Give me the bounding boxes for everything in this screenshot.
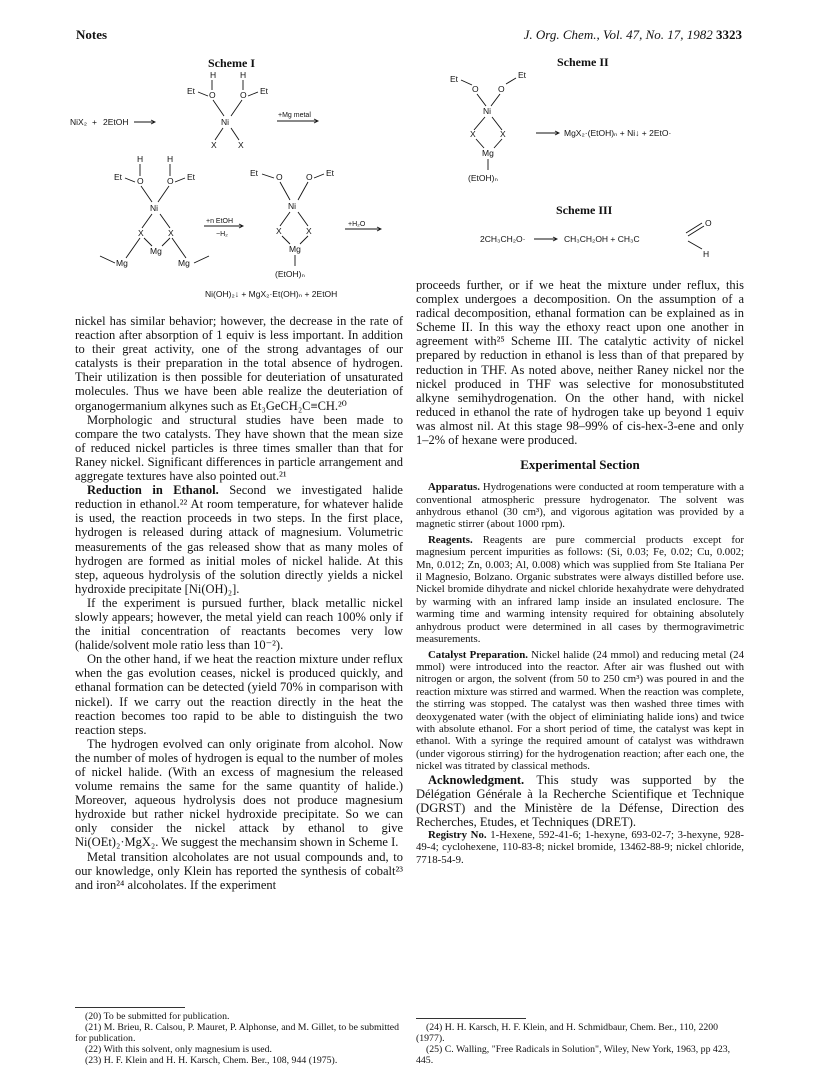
bond xyxy=(476,139,484,148)
ethyl-group: Et xyxy=(114,172,123,182)
minus-h2-label: −H₂ xyxy=(216,231,228,238)
bond xyxy=(506,78,516,84)
bond xyxy=(262,174,274,178)
paragraph: The hydrogen evolved can only originate from alcohol. Now the number of moles of hydrogen is equal to the number of moles of nickel halide. (With an excess of magnesium the released volume remains the same for the same quantity of halide.) Moreover, aqueous hydrolysis does not produce magnesium hydroxide but rather nickel hydroxide precipitate. So we can only consider the nickel attack by ethanol to give Ni(OEt)₂·MgX₂. We suggest the mechansim shown in Scheme I. xyxy=(75,736,403,850)
atom-h: H xyxy=(210,70,217,80)
nix2-label: NiX₂ xyxy=(70,117,87,127)
atom-o: O xyxy=(167,176,174,186)
atom-o: O xyxy=(137,176,144,186)
n-etoh-label: +n EtOH xyxy=(206,218,234,225)
bond xyxy=(300,236,308,244)
paragraph-text: Reagents are pure commercial products except for magnesium percent impurities as follows: (Si, 0.03; Fe, 0.02; Cu, 0.002; Mn, 0.012; Zn, 0.003; Al, 0.008) which was supplied from Ste Italiana Per il Magnesio, Bolzano. Organic substrates were always distilled before use. Nickel bromide dihydrate and nickel chloride hexahydrate were dehydrated by warming with an infrared lamp inside an insulated enclosure. The warming time and warming intensity required for obtaining absolutely anhydrous product were determined in all cases by thermogravimetric measurements. xyxy=(416,533,744,646)
atom-o: O xyxy=(306,172,313,182)
footnote: (23) H. F. Klein and H. H. Karsch, Chem. Ber., 108, 944 (1975). xyxy=(85,1055,338,1066)
paragraph-text: Second we investigated halide reduction in ethanol.²² At room temperature, for whatever halide is used, the reaction proceeds in two steps. In the first place, hydrogen is released during attack of magnesium. Volumetric measurements of the gas released show that as many moles of hydrogen are formed as initial moles of nickel halide. At this step, aqueous hydrolysis of the solution directly yields a nickel hydroxide precipitate [Ni(OH)₂]. xyxy=(75,483,403,596)
bond xyxy=(142,214,152,228)
atom-o: O xyxy=(276,172,283,182)
atom-ni: Ni xyxy=(288,201,297,211)
atom-h: H xyxy=(240,70,247,80)
atom-x: X xyxy=(276,226,282,236)
scheme-2-diagram xyxy=(440,66,780,186)
right-column xyxy=(416,278,744,866)
bond xyxy=(144,238,152,246)
footnotes-right xyxy=(416,1022,744,1066)
bond xyxy=(194,256,209,263)
paragraph-text: 1-Hexene, 592-41-6; 1-hexyne, 693-02-7; 3-hexyne, 928-49-4; cyclohexene, 110-83-8; nickel bromide, 13462-88-9; nickel chloride, 7718-54-9. xyxy=(416,828,744,866)
scheme-3-products: CH₃CH₂OH + CH₃C xyxy=(564,234,640,244)
page-number: 3323 xyxy=(716,27,742,42)
atom-o: O xyxy=(472,84,479,94)
ethyl-group: Et xyxy=(250,168,259,178)
run-in-heading: Apparatus. xyxy=(428,481,480,494)
paragraph: Morphologic and structural studies have been made to compare the two catalysts. They have shown that the mean size of reduced nickel particles is three times smaller than that for Raney nickel. Significant differences in particle arrangement and aggregate textures have also pointed out.²¹ xyxy=(75,412,403,484)
bond xyxy=(314,174,324,178)
paragraph xyxy=(416,481,744,531)
scheme-1-products: Ni(OH)₂↓ + MgX₂·Et(OH)ₙ + 2EtOH xyxy=(205,289,338,299)
atom-x: X xyxy=(470,129,476,139)
bond xyxy=(491,94,500,106)
footnote: (22) With this solvent, only magnesium is used. xyxy=(85,1044,272,1055)
footnote-rule xyxy=(75,1007,185,1008)
paragraph xyxy=(416,649,744,773)
left-column xyxy=(75,314,403,892)
atom-mg: Mg xyxy=(289,244,301,254)
bond xyxy=(477,94,486,106)
atom-o: O xyxy=(498,84,505,94)
ethyl-group: Et xyxy=(260,86,269,96)
atom-x: X xyxy=(306,226,312,236)
bond xyxy=(231,100,242,116)
bond xyxy=(231,128,239,140)
registry-numbers xyxy=(416,829,744,866)
footnote: (25) C. Walling, "Free Radicals in Solution", Wiley, New York, 1963, pp 423, 445. xyxy=(416,1044,731,1066)
scheme-2-title: Scheme II xyxy=(557,55,609,69)
atom-mg: Mg xyxy=(116,258,128,268)
atom-h: H xyxy=(137,154,144,164)
bond xyxy=(125,178,135,182)
ethyl-group: Et xyxy=(326,168,335,178)
bond xyxy=(158,186,169,202)
plus-sign: + xyxy=(92,117,97,127)
run-in-heading: Registry No. xyxy=(428,828,487,841)
bond xyxy=(213,100,224,116)
atom-x: X xyxy=(238,140,244,150)
journal-citation: J. Org. Chem., Vol. 47, No. 17, 1982 xyxy=(523,27,713,42)
bond xyxy=(126,238,140,258)
bond xyxy=(162,238,170,246)
scheme-3-reactant: 2CH₃CH₂O· xyxy=(480,234,526,244)
atom-x: X xyxy=(211,140,217,150)
atom-h: H xyxy=(167,154,174,164)
atom-x: X xyxy=(168,228,174,238)
atom-o: O xyxy=(209,90,216,100)
etoh-n-label: (EtOH)ₙ xyxy=(275,269,305,279)
paragraph: Metal transition alcoholates are not usual compounds and, to our knowledge, only Klein has reported the synthesis of cobalt²³ and iron²⁴ alcoholates. If the experiment xyxy=(75,849,403,892)
acknowledgment xyxy=(416,773,744,829)
run-in-heading: Catalyst Preparation. xyxy=(428,648,528,661)
footnotes-left xyxy=(75,1011,403,1066)
section-heading: Experimental Section xyxy=(520,457,640,473)
bond xyxy=(280,182,290,200)
bond xyxy=(175,178,185,182)
atom-o: O xyxy=(705,218,712,228)
scheme-3-title: Scheme III xyxy=(556,203,613,217)
run-in-heading: Reduction in Ethanol. xyxy=(87,483,219,498)
bond xyxy=(298,212,308,226)
paragraph-text: This study was supported by the Délégation Générale à la Recherche Scientifique et Technique (DGRST) and the Ministère de la Défense, Direction des Recherches, Etudes, et Techniques (DRET). xyxy=(416,772,744,829)
ethyl-group: Et xyxy=(450,74,459,84)
bond xyxy=(141,186,152,202)
scheme-1-diagram xyxy=(70,68,410,304)
etoh-n-label: (EtOH)ₙ xyxy=(468,173,498,183)
atom-ni: Ni xyxy=(483,106,492,116)
double-bond xyxy=(688,226,704,236)
scheme-3-diagram xyxy=(480,216,750,260)
running-header-journal xyxy=(524,27,742,43)
atom-ni: Ni xyxy=(150,203,159,213)
footnote: (20) To be submitted for publication. xyxy=(85,1011,230,1022)
reactant-2etoh: 2EtOH xyxy=(103,117,129,127)
double-bond xyxy=(686,223,702,233)
run-in-heading: Reagents. xyxy=(428,533,473,546)
plus-h2o-label: +H₂O xyxy=(348,221,366,228)
footnote: (24) H. H. Karsch, H. F. Klein, and H. Schmidbaur, Chem. Ber., 110, 2200 (1977). xyxy=(416,1022,719,1044)
footnote: (21) M. Brieu, R. Calsou, P. Mauret, P. Alphonse, and M. Gillet, to be submitted for publication. xyxy=(75,1022,400,1044)
atom-h: H xyxy=(703,249,710,259)
footnote-rule xyxy=(416,1018,526,1019)
bond xyxy=(198,92,208,96)
atom-ni: Ni xyxy=(221,117,230,127)
bond xyxy=(298,182,308,200)
atom-mg: Mg xyxy=(150,246,162,256)
bond xyxy=(248,92,258,96)
run-in-heading: Acknowledgment. xyxy=(428,772,525,787)
ethyl-group: Et xyxy=(187,172,196,182)
atom-mg: Mg xyxy=(178,258,190,268)
bond xyxy=(280,212,290,226)
paragraph: proceeds further, or if we heat the mixture under reflux, this complex undergoes a decomposition. On the assumption of a radical decomposition, ethanal formation can be explained as in Scheme II. In this way the ethoxy react upon one another in agreement with²⁵ Scheme III. The catalytic activity of nickel prepared by reduction in ethanol is less than of that prepared by reduction in THF. As noted above, neither Raney nickel nor the nickel produced in THF was selective for monosubstituted alkyne semihydrogenation. On the other hand, with nickel reduced in ethanol the rate of hydrogen take up beyond 1 equiv was almost nil. At this stage 98–99% of cis-hex-3-ene and only 1–2% of hexane were produced. xyxy=(416,278,744,448)
paragraph-text: Hydrogenations were conducted at room temperature with a conventional atmospheric pressure hydrogenator. The solvent was anhydrous ethanol (30 cm³), and vigorous agitation was provided by a magnetic stirrer (about 1000 rpm). xyxy=(416,481,744,531)
bond xyxy=(215,128,223,140)
mg-metal-label: +Mg metal xyxy=(278,112,311,119)
atom-x: X xyxy=(138,228,144,238)
atom-x: X xyxy=(500,129,506,139)
scheme-1-title: Scheme I xyxy=(208,56,255,70)
running-header-section: Notes xyxy=(76,27,108,42)
paragraph-text: Nickel halide (24 mmol) and reducing metal (24 mmol) were introduced into the reactor. After air was flushed out with nitrogen or argon, the solvent (from 50 to 250 cm³) was poured in and the reaction mixture was stirred and warmed. When the reaction was complete, the stirring was stopped. The catalyst was then washed three times with deoxygenated water (with the object of eliminiating halide ions) and twice with absolute ethanol. For a short period of time, the catalyst was kept in ethanol. With a syringe the required amount of catalyst was withdrawn (under vigorous stirring) for the hydrogenation reaction; after each one, the nickel was titrated by classical methods. xyxy=(416,648,744,773)
paragraph: nickel has similar behavior; however, the decrease in the rate of reaction after absorption of 1 equiv is less important. In addition to their great activity, one of the strong advantages of our catalysts is their preparation in the total absence of hydrogen. Their utilization is then possible for deuteriation of unsaturated molecules. Thus we have been able realize the deuteriation of organogermanium alkynes such as Et₃GeCH₂C≡CH.²⁰ xyxy=(75,314,403,413)
paragraph xyxy=(416,534,744,646)
bond xyxy=(172,238,186,258)
bond xyxy=(282,236,290,244)
bond xyxy=(160,214,170,228)
paragraph xyxy=(75,483,403,596)
atom-o: O xyxy=(240,90,247,100)
ethyl-group: Et xyxy=(518,70,527,80)
scheme-2-products: MgX₂·(EtOH)ₙ + Ni↓ + 2EtO· xyxy=(564,128,672,138)
bond xyxy=(494,139,502,148)
bond xyxy=(100,256,115,263)
bond xyxy=(688,241,702,249)
paragraph: On the other hand, if we heat the reaction mixture under reflux when the gas evolution ceases, nickel is produced quickly, and ethanal formation can be detected (yield 70% in comparison with nickel). If we carry out the reaction directly in the heat the reaction becomes too rapid to be able to distinguish the two reaction steps. xyxy=(75,652,403,737)
bond xyxy=(461,80,472,85)
atom-mg: Mg xyxy=(482,148,494,158)
paragraph: If the experiment is pursued further, black metallic nickel slowly appears; however, the metal yield can reach 100% only if the initial concentration of reactants becomes very low (halide/solvent mole ratio less than 10⁻²). xyxy=(75,595,403,653)
ethyl-group: Et xyxy=(187,86,196,96)
